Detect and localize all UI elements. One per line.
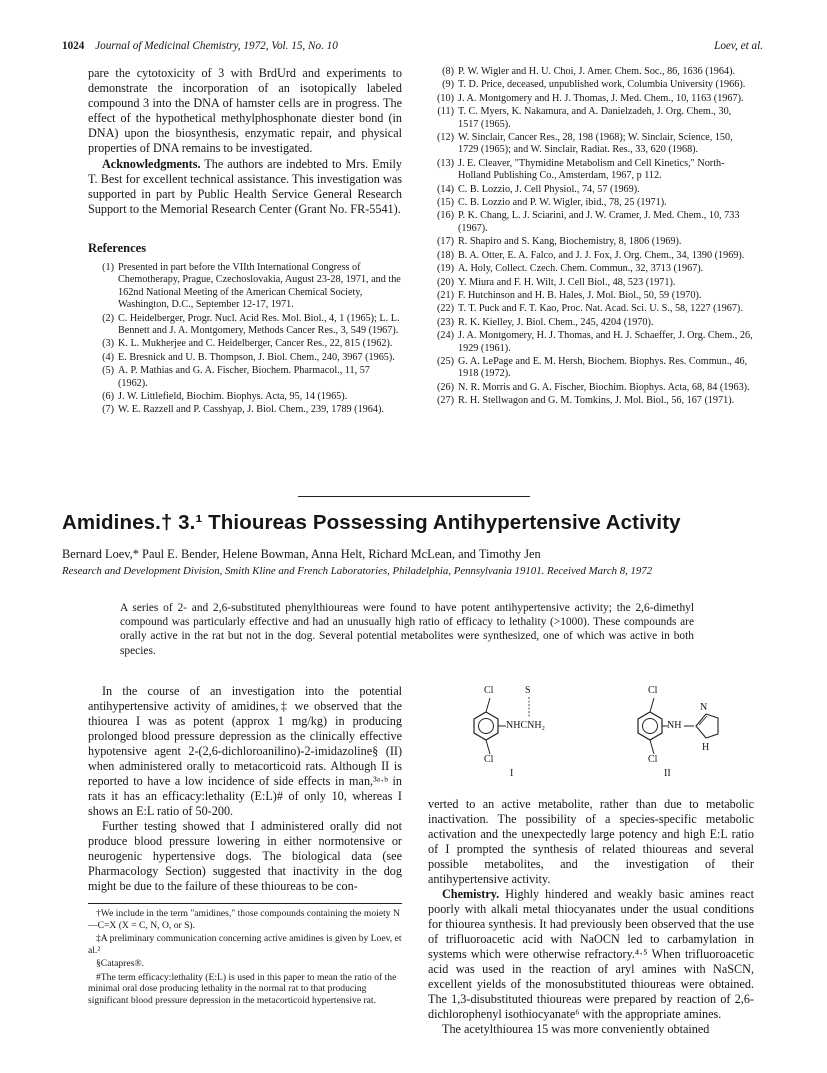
- acknowledgments-label: Acknowledgments.: [102, 157, 201, 171]
- reference-item: [88, 313, 402, 338]
- running-authors: Loev, et al.: [714, 40, 763, 52]
- structure-II-nh: NH: [667, 720, 682, 731]
- article-affiliation: Research and Development Division, Smith Kline and French Laboratories, Philadelphia, Pennsylvania 19101. Received March 8, 1972: [62, 565, 653, 577]
- reference-item: [88, 404, 402, 416]
- reference-text: R. H. Stellwagon and G. M. Tomkins, J. Mol. Biol., 56, 167 (1971).: [458, 395, 735, 407]
- reference-item: [428, 66, 754, 78]
- reference-number: (14): [437, 183, 454, 195]
- reference-text: F. Hutchinson and H. B. Hales, J. Mol. Biol., 50, 59 (1970).: [458, 289, 702, 301]
- structure-I-sulfur: S: [525, 685, 531, 696]
- footnote: †We include in the term "amidines," those compounds containing the moiety N—C=X (X = C, N, O, or S).: [88, 908, 400, 931]
- reference-number: (17): [437, 236, 454, 248]
- reference-number: (8): [442, 66, 454, 77]
- reference-item: [428, 106, 754, 131]
- article-abstract: A series of 2- and 2,6-substituted phenylthioureas were found to have potent antihypertensive activity; the 2,6-dimethyl compound was particularly effective and had an unusually high ratio of efficacy to lethality (>1000). These compounds are orally active in the rat but not in the dog. Several potential metabolites were synthesized, one of which was active in both species.: [120, 602, 694, 657]
- acknowledgments: [88, 157, 402, 217]
- reference-number: (3): [102, 338, 114, 350]
- structure-I-cl-top: Cl: [484, 685, 494, 696]
- references-list-right: [428, 66, 754, 408]
- structure-II-h: H: [702, 742, 710, 753]
- reference-item: [88, 262, 402, 312]
- references-heading: References: [88, 241, 147, 255]
- reference-item: [428, 184, 754, 196]
- reference-text: P. W. Wigler and H. U. Choi, J. Amer. Chem. Soc., 86, 1636 (1964).: [458, 66, 736, 77]
- reference-item: [428, 303, 754, 315]
- reference-number: (19): [437, 263, 454, 275]
- structure-II: [620, 680, 750, 780]
- reference-text: J. A. Montgomery, H. J. Thomas, and H. J. Schaeffer, J. Org. Chem., 26, 1929 (1961).: [458, 330, 753, 354]
- reference-item: [428, 250, 754, 262]
- structure-II-ring-n: N: [700, 702, 708, 713]
- body-right-paragraph-3: The acetylthiourea 15 was more conveniently obtained: [442, 1022, 710, 1036]
- reference-text: Presented in part before the VIIth International Congress of Chemotherapy, Prague, Czechoslovakia, August 23-28, 1971, and the 162nd National Meeting of the American Chemical Society, Washington, D.C., September 12-17, 1971.: [118, 262, 401, 311]
- reference-text: R. Shapiro and S. Kang, Biochemistry, 8, 1806 (1969).: [458, 236, 682, 248]
- reference-number: (15): [437, 197, 454, 209]
- acknowledgments-text: The authors are indebted to Mrs. Emily T. Best for excellent technical assistance. This investigation was supported in part by Public Health Service General Research Support to the Memorial Research Center (Grant No. FR-5541).: [88, 157, 403, 216]
- prev-article-paragraph: pare the cytotoxicity of 3 with BrdUrd and experiments to demonstrate the incorporation of an isotopically labeled compound 3 into the DNA of hamster cells are in progress. The effect of the hypothetical methylphosphonate diester bond (in DNA) upon the biosynthesis, enzymatic repair, and physical properties of DNA remains to be investigated.: [88, 66, 402, 155]
- reference-text: C. B. Lozzio and P. W. Wigler, ibid., 78, 25 (1971).: [458, 197, 667, 209]
- reference-item: [428, 395, 754, 407]
- reference-text: K. L. Mukherjee and C. Heidelberger, Cancer Res., 22, 815 (1962).: [118, 338, 393, 350]
- reference-item: [428, 277, 754, 289]
- page-number: 1024: [62, 40, 85, 52]
- prev-article-left-column: [88, 66, 402, 418]
- structure-II-cl-bottom: Cl: [648, 754, 658, 765]
- reference-text: T. C. Myers, K. Nakamura, and A. Danielzadeh, J. Org. Chem., 30, 1517 (1965).: [458, 106, 732, 130]
- reference-item: [428, 263, 754, 275]
- reference-text: C. Heidelberger, Progr. Nucl. Acid Res. Mol. Biol., 4, 1 (1965); L. L. Bennett and J. A. Montgomery, Methods Cancer Res., 3, 549 (1967).: [118, 312, 400, 337]
- article-divider: [298, 496, 530, 497]
- chemistry-paragraph: [428, 887, 754, 1022]
- reference-text: Y. Miura and F. H. Wilt, J. Cell Biol., 48, 523 (1971).: [458, 276, 676, 288]
- reference-number: (13): [437, 157, 454, 169]
- reference-item: [428, 290, 754, 302]
- prev-article-right-column: [428, 66, 754, 409]
- article-title: Amidines.† 3.¹ Thioureas Possessing Antihypertensive Activity: [62, 511, 681, 534]
- reference-item: [88, 365, 402, 390]
- reference-number: (22): [437, 303, 454, 315]
- reference-item: [88, 352, 402, 364]
- structure-I-cl-bottom: Cl: [484, 754, 494, 765]
- reference-number: (7): [102, 404, 114, 416]
- structure-I-group: NHCNH₂: [506, 720, 546, 731]
- reference-text: J. W. Littlefield, Biochim. Biophys. Acta, 95, 14 (1965).: [118, 391, 348, 403]
- reference-text: P. K. Chang, L. J. Sciarini, and J. W. Cramer, J. Med. Chem., 10, 733 (1967).: [458, 210, 740, 234]
- reference-number: (4): [102, 351, 114, 363]
- reference-number: (23): [437, 316, 454, 328]
- structure-I: [440, 680, 580, 780]
- reference-number: (12): [437, 132, 454, 144]
- reference-item: [428, 197, 754, 209]
- reference-item: [428, 158, 754, 183]
- reference-number: (16): [437, 210, 454, 222]
- reference-text: R. K. Kielley, J. Biol. Chem., 245, 4204 (1970).: [458, 316, 654, 328]
- reference-item: [428, 330, 754, 355]
- reference-number: (6): [102, 391, 114, 403]
- footnote: ‡A preliminary communication concerning active amidines is given by Loev, et al.²: [88, 933, 402, 956]
- journal-citation: Journal of Medicinal Chemistry, 1972, Vol. 15, No. 10: [95, 40, 338, 52]
- reference-number: (18): [437, 249, 454, 261]
- reference-item: [428, 382, 754, 394]
- reference-item: [428, 210, 754, 235]
- reference-number: (10): [437, 92, 454, 104]
- reference-number: (24): [437, 330, 454, 342]
- reference-number: (21): [437, 289, 454, 301]
- reference-item: [428, 356, 754, 381]
- reference-number: (2): [102, 312, 114, 324]
- body-right-column: [428, 797, 754, 1037]
- reference-number: (26): [437, 381, 454, 393]
- reference-text: T. D. Price, deceased, unpublished work, Columbia University (1966).: [458, 79, 746, 91]
- reference-text: B. A. Otter, E. A. Falco, and J. J. Fox, J. Org. Chem., 34, 1390 (1969).: [458, 249, 745, 261]
- chemistry-text: Highly hindered and weakly basic amines react poorly with alkali metal thiocyanates under the usual conditions for thiourea synthesis. It had previously been observed that the use of trifluoroacetic acid with NaOCN led to carbamylation in systems which were otherwise refractory.⁴·⁵ When trifluoroacetic acid was used in the reaction of aryl amines with NaSCN, excellent yields of the monosubstituted thioureas were obtained. The 1,3-disubstituted thioureas were prepared by reaction of 2,6-dichlorophenyl isothiocyanate⁶ with the appropriate amines.: [428, 887, 754, 1021]
- reference-text: W. E. Razzell and P. Casshyap, J. Biol. Chem., 239, 1789 (1964).: [118, 404, 384, 416]
- reference-item: [428, 132, 754, 157]
- body-left-column: [88, 684, 402, 894]
- structure-II-label: II: [664, 768, 671, 779]
- reference-text: E. Bresnick and U. B. Thompson, J. Biol. Chem., 240, 3967 (1965).: [118, 351, 395, 363]
- body-paragraph-2: Further testing showed that I administered orally did not produce blood pressure lowering in either normotensive or neurogenic hypertensive dogs. The biological data (see Pharmacology Section) suggested that inactivity in the dog might be due to the failure of these thioureas to be con-: [88, 819, 402, 893]
- chemistry-label: Chemistry.: [442, 887, 500, 901]
- reference-text: A. P. Mathias and G. A. Fischer, Biochem. Pharmacol., 11, 57 (1962).: [118, 365, 370, 389]
- reference-number: (20): [437, 276, 454, 288]
- footnote: #The term efficacy:lethality (E:L) is used in this paper to mean the ratio of the minimal oral dose producing lethality in the normal rat to that producing significant blood pressure depression in the metacorticoid hypertensive rat.: [88, 971, 397, 1006]
- reference-number: (5): [102, 365, 114, 377]
- reference-text: G. A. LePage and E. M. Hersh, Biochem. Biophys. Res. Commun., 46, 1918 (1972).: [458, 355, 748, 380]
- article-authors: Bernard Loev,* Paul E. Bender, Helene Bowman, Anna Helt, Richard McLean, and Timothy Jen: [62, 547, 541, 561]
- reference-text: N. R. Morris and G. A. Fischer, Biochim. Biophys. Acta, 68, 84 (1963).: [458, 381, 750, 393]
- reference-item: [428, 93, 754, 105]
- body-paragraph-1: In the course of an investigation into the potential antihypertensive activity of amidines,‡ we observed that the thiourea I was as potent (approx 1 mg/kg) in producing prolonged blood pressure depression as the clinically effective hypotensive agent 2-(2,6-dichloroanilino)-2-imidazoline§ (II) when administered orally to metacorticoid rats. Although II is reported to have a low incidence of side effects in man,³ᵃ·ᵇ in rats it has an efficacy:lethality (E:L)# of only 10, whereas I shows an E:L ratio of 50-200.: [88, 684, 402, 818]
- reference-number: (27): [437, 395, 454, 407]
- reference-text: J. A. Montgomery and H. J. Thomas, J. Med. Chem., 10, 1163 (1967).: [458, 92, 744, 104]
- structure-I-label: I: [510, 768, 514, 779]
- footnotes: [88, 908, 402, 1008]
- reference-text: T. T. Puck and F. T. Kao, Proc. Nat. Acad. Sci. U. S., 58, 1227 (1967).: [458, 303, 743, 315]
- structure-II-cl-top: Cl: [648, 685, 658, 696]
- reference-number: (1): [102, 262, 114, 273]
- running-header: [62, 40, 763, 56]
- reference-text: A. Holy, Collect. Czech. Chem. Commun., 32, 3713 (1967).: [458, 263, 704, 275]
- footnote-rule: [88, 903, 402, 904]
- reference-item: [428, 79, 754, 91]
- footnote: §Catapres®.: [96, 958, 145, 969]
- reference-number: (9): [442, 79, 454, 91]
- reference-number: (25): [437, 355, 454, 367]
- reference-item: [88, 338, 402, 350]
- body-right-paragraph-1: verted to an active metabolite, rather than due to metabolic inactivation. The possibility of a species-specific metabolic activation and the unexpectedly large potency and high E:L ratio of I prompted the synthesis of related thioureas and several possible metabolites, and the investigation of their antihypertensive activity.: [428, 797, 754, 886]
- structure-II-drawing: [620, 680, 750, 780]
- reference-text: J. E. Cleaver, "Thymidine Metabolism and Cell Kinetics," North-Holland Publishing Co., Amsterdam, 1967, p 112.: [458, 157, 725, 182]
- reference-number: (11): [437, 106, 454, 118]
- reference-item: [428, 317, 754, 329]
- reference-text: W. Sinclair, Cancer Res., 28, 198 (1968); W. Sinclair, Science, 150, 1729 (1965); and W. Sinclair, Radiat. Res., 33, 620 (1968).: [458, 132, 733, 156]
- references-list-left: [88, 262, 402, 417]
- reference-text: C. B. Lozzio, J. Cell Physiol., 74, 57 (1969).: [458, 183, 640, 195]
- reference-item: [88, 391, 402, 403]
- reference-item: [428, 236, 754, 248]
